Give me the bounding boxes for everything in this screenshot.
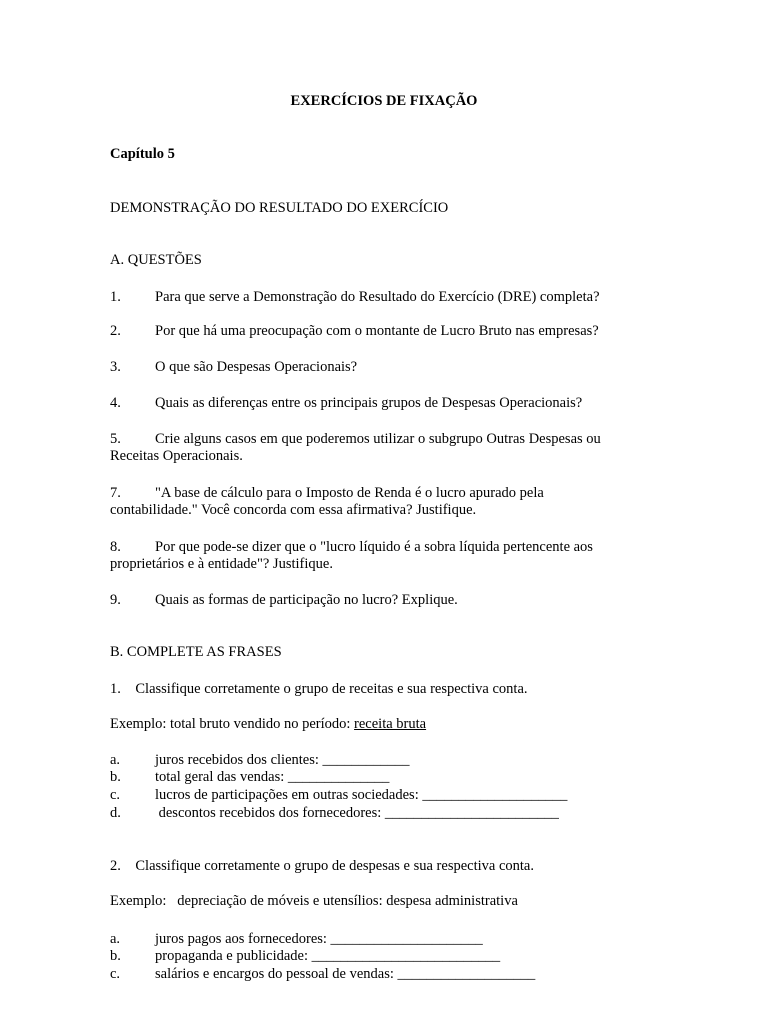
item-letter: d. xyxy=(110,805,121,821)
question-text: "A base de cálculo para o Imposto de Renda é o lucro apurado pela xyxy=(155,485,544,501)
item-letter: c. xyxy=(110,966,121,982)
fill-in-item: juros pagos aos fornecedores: _____________________ xyxy=(155,931,483,947)
fill-in-item: propaganda e publicidade: __________________________ xyxy=(155,948,501,964)
question-number: 5. xyxy=(110,431,121,447)
question-number: 9. xyxy=(110,592,121,608)
question-number: 7. xyxy=(110,485,121,501)
fill-in-item: descontos recebidos dos fornecedores: ________________________ xyxy=(155,805,559,821)
question-text: Quais as formas de participação no lucro? Explique. xyxy=(155,592,458,608)
example-answer: receita bruta xyxy=(354,716,427,732)
question-number: 4. xyxy=(110,395,121,411)
fill-in-item: total geral das vendas: ______________ xyxy=(155,769,390,785)
fill-in-item: lucros de participações em outras sociedades: ____________________ xyxy=(155,787,568,803)
question-text: Quais as diferenças entre os principais grupos de Despesas Operacionais? xyxy=(155,395,583,411)
fill-in-item: salários e encargos do pessoal de vendas: ___________________ xyxy=(155,966,536,982)
question-text: Por que pode-se dizer que o "lucro líquido é a sobra líquida pertencente aos xyxy=(155,539,593,555)
question-number: 3. xyxy=(110,359,121,375)
document-title: EXERCÍCIOS DE FIXAÇÃO xyxy=(290,93,478,109)
part1-instruction: 1. Classifique corretamente o grupo de receitas e sua respectiva conta. xyxy=(110,681,528,697)
question-text: Para que serve a Demonstração do Resultado do Exercício (DRE) completa? xyxy=(155,289,600,305)
question-text-continuation: contabilidade." Você concorda com essa afirmativa? Justifique. xyxy=(110,502,477,518)
item-letter: c. xyxy=(110,787,121,803)
chapter-heading: Capítulo 5 xyxy=(110,146,175,162)
question-number: 8. xyxy=(110,539,121,555)
example-prefix: Exemplo: total bruto vendido no período: xyxy=(110,716,355,732)
section-b-heading: B. COMPLETE AS FRASES xyxy=(110,644,282,660)
question-text-continuation: Receitas Operacionais. xyxy=(110,448,243,464)
question-text-continuation: proprietários e à entidade"? Justifique. xyxy=(110,556,333,572)
item-letter: b. xyxy=(110,769,121,785)
question-number: 2. xyxy=(110,323,121,339)
part2-instruction: 2. Classifique corretamente o grupo de despesas e sua respectiva conta. xyxy=(110,858,534,874)
section-a-heading: A. QUESTÕES xyxy=(110,252,202,268)
subject-heading: DEMONSTRAÇÃO DO RESULTADO DO EXERCÍCIO xyxy=(110,200,449,216)
fill-in-item: juros recebidos dos clientes: ____________ xyxy=(155,752,410,768)
item-letter: a. xyxy=(110,752,121,768)
item-letter: b. xyxy=(110,948,121,964)
part2-example: Exemplo: depreciação de móveis e utensílios: despesa administrativa xyxy=(110,893,518,909)
part1-example xyxy=(110,716,426,733)
question-number: 1. xyxy=(110,289,121,305)
question-text: Crie alguns casos em que poderemos utilizar o subgrupo Outras Despesas ou xyxy=(155,431,601,447)
item-letter: a. xyxy=(110,931,121,947)
question-text: Por que há uma preocupação com o montante de Lucro Bruto nas empresas? xyxy=(155,323,599,339)
question-text: O que são Despesas Operacionais? xyxy=(155,359,358,375)
